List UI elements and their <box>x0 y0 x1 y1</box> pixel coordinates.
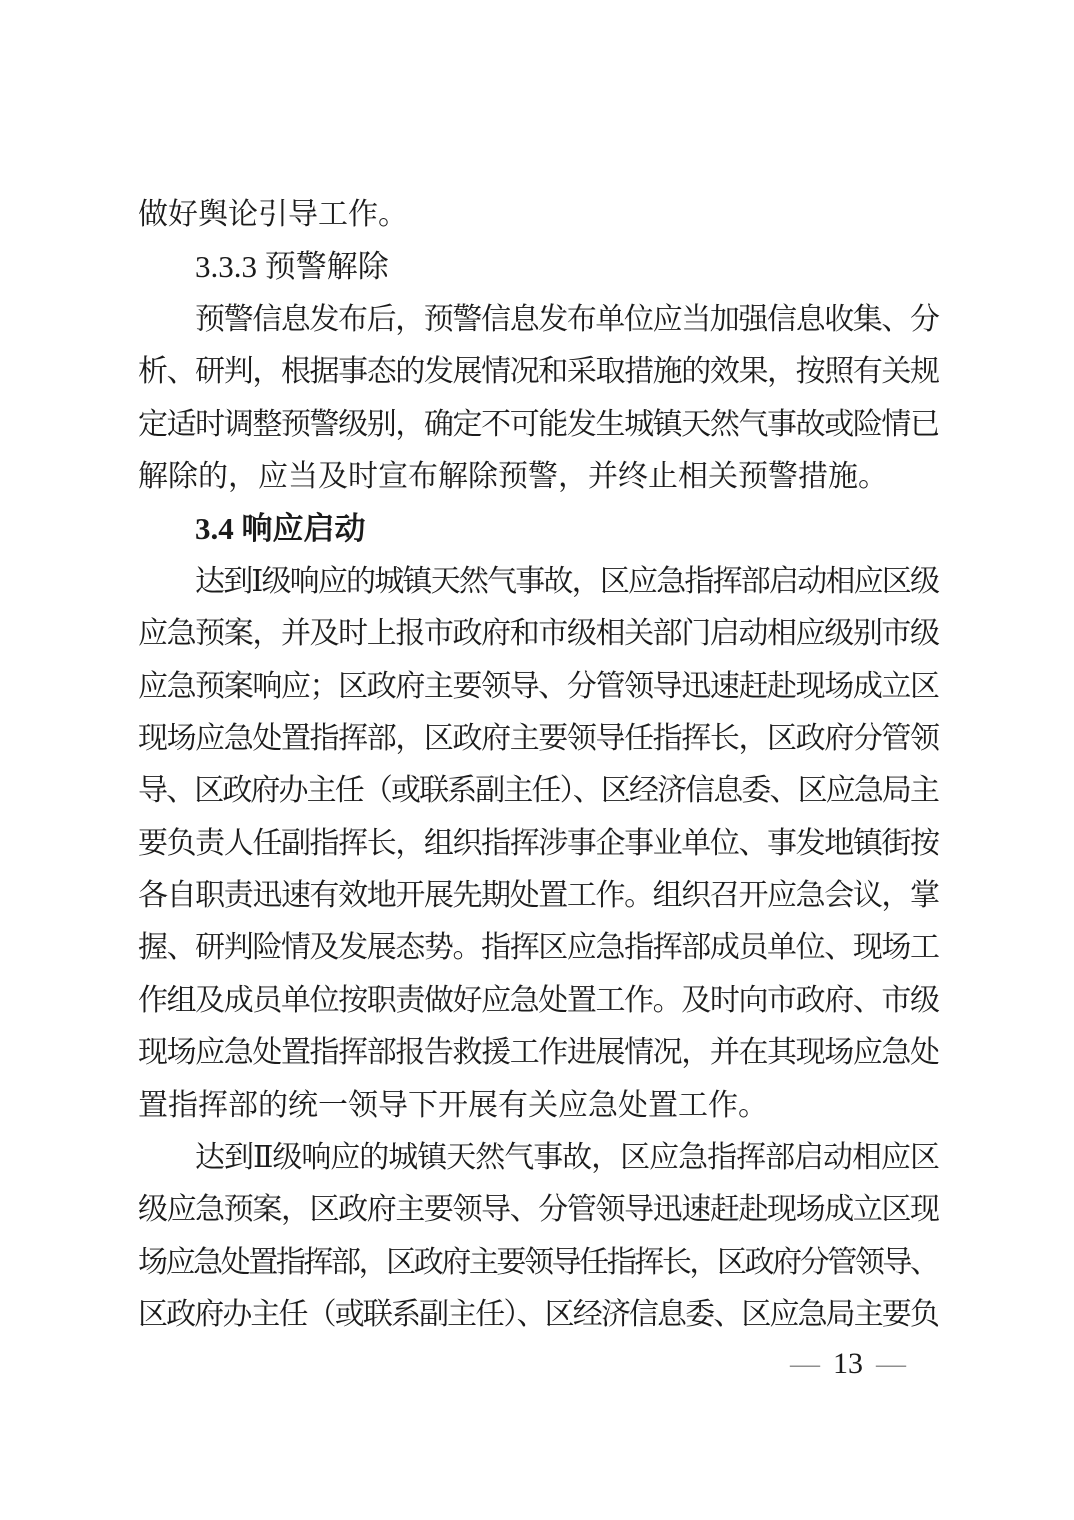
footer-dash-left: — <box>790 1347 820 1380</box>
body-line: 预警信息发布后，预警信息发布单位应当加强信息收集、分 <box>195 302 939 336</box>
body-line: 置指挥部的统一领导下开展有关应急处置工作。 <box>138 1088 768 1122</box>
body-line: 现场应急处置指挥部报告救援工作进展情况，并在其现场应急处 <box>138 1036 939 1070</box>
body-line: 应急预案，并及时上报市政府和市级相关部门启动相应级别市级 <box>138 617 939 651</box>
body-line: 要负责人任副指挥长，组织指挥涉事企事业单位、事发地镇街按 <box>138 826 939 860</box>
footer-dash-right: — <box>876 1347 906 1380</box>
body-line: 应急预案响应；区政府主要领导、分管领导迅速赶赴现场成立区 <box>138 669 939 703</box>
body-line: 区政府办主任（或联系副主任）、区经济信息委、区应急局主要负 <box>138 1298 939 1332</box>
body-line: 做好舆论引导工作。 <box>138 198 408 231</box>
body-line: 各自职责迅速有效地开展先期处置工作。组织召开应急会议，掌 <box>138 879 939 913</box>
page-footer <box>790 1342 906 1386</box>
body-line: 作组及成员单位按职责做好应急处置工作。及时向市政府、市级 <box>138 983 939 1017</box>
body-line: 定适时调整预警级别，确定不可能发生城镇天然气事故或险情已 <box>138 407 939 441</box>
body-line: 解除的，应当及时宣布解除预警，并终止相关预警措施。 <box>138 459 888 493</box>
section-heading-3-4: 3.4 响应启动 <box>195 511 366 547</box>
body-line: 场应急处置指挥部，区政府主要领导任指挥长，区政府分管领导、 <box>138 1245 938 1279</box>
body-line: 现场应急处置指挥部，区政府主要领导任指挥长，区政府分管领 <box>138 721 939 755</box>
body-line: 析、研判，根据事态的发展情况和采取措施的效果，按照有关规 <box>138 355 939 389</box>
document-text-block <box>138 189 940 1342</box>
body-line: 达到Ⅰ级响应的城镇天然气事故，区应急指挥部启动相应区级 <box>195 564 939 598</box>
page-number: 13 <box>833 1347 863 1380</box>
body-line: 导、区政府办主任（或联系副主任）、区经济信息委、区应急局主 <box>138 774 939 808</box>
body-line: 达到Ⅱ级响应的城镇天然气事故，区应急指挥部启动相应区 <box>195 1141 939 1175</box>
body-line: 级应急预案，区政府主要领导、分管领导迅速赶赴现场成立区现 <box>138 1193 939 1227</box>
section-heading-3-3-3: 3.3.3 预警解除 <box>195 249 389 285</box>
body-line: 握、研判险情及发展态势。指挥区应急指挥部成员单位、现场工 <box>138 931 939 965</box>
